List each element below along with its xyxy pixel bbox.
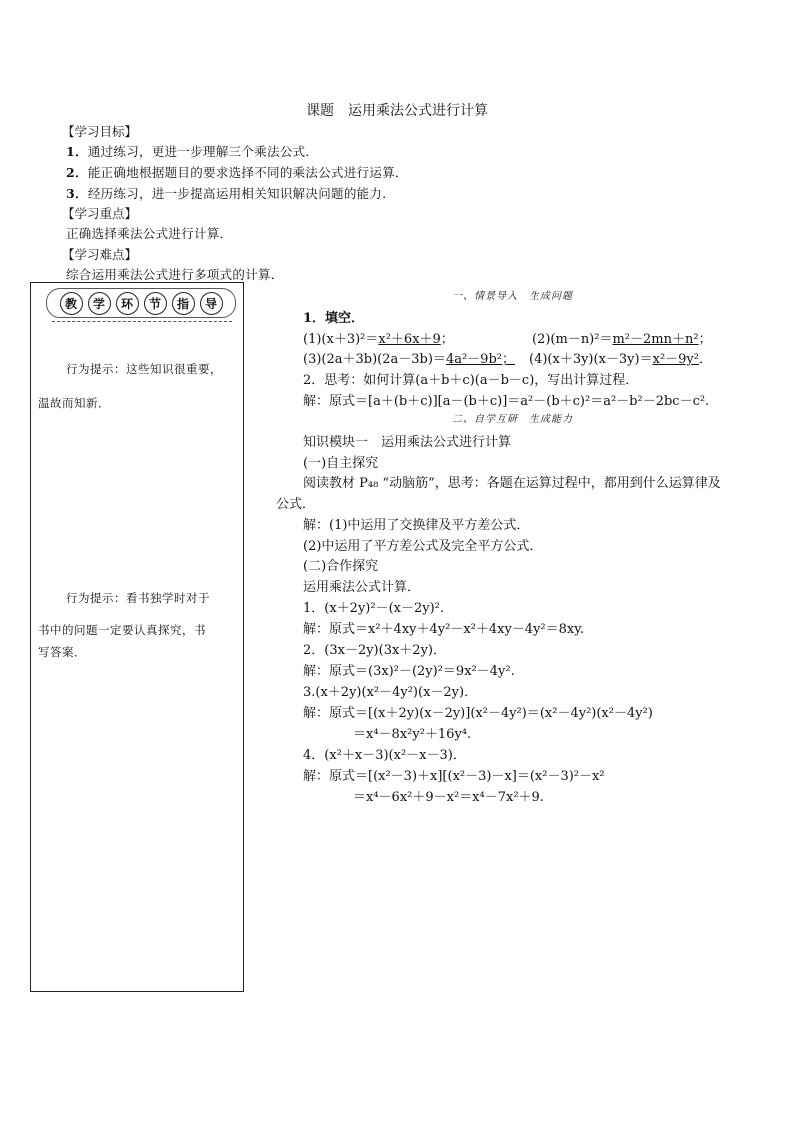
problem-4-solution-line-2: ＝x⁴－6x²＋9－x²＝x⁴－7x²＋9.	[353, 790, 544, 805]
problem-2: 2．(3x－2y)(3x＋2y)．	[303, 643, 446, 658]
question-2: 2．思考：如何计算(a＋b＋c)(a－b－c)，写出计算过程．	[303, 373, 639, 388]
problem-1: 1．(x＋2y)²－(x－2y)².	[303, 601, 445, 616]
blank-3: (3)(2a＋3b)(2a－3b)＝4a²－9b²；	[303, 352, 515, 367]
key-point-heading: 【学习重点】	[62, 206, 138, 221]
question-1-label: 1．填空．	[303, 311, 365, 326]
reading-task-line-2: 公式．	[276, 497, 316, 512]
problem-3: 3.(x＋2y)(x²－4y²)(x－2y)．	[303, 685, 478, 700]
problem-2-solution: 解：原式＝(3x)²－(2y)²＝9x²－4y².	[303, 664, 515, 679]
hint-1-line-2: 温故而知新．	[38, 396, 110, 410]
problem-4-solution-line-1: 解：原式＝[(x²－3)＋x][(x²－3)－x]＝(x²－3)²－x²	[303, 769, 605, 784]
hint-2-line-3: 写答案．	[38, 645, 86, 659]
blank-1: (1)(x＋3)²＝x²＋6x＋9；	[303, 332, 454, 347]
key-point-text: 正确选择乘法公式进行计算．	[66, 226, 233, 241]
self-study-heading: (一)自主探究	[303, 456, 379, 471]
banner-char: 导	[200, 292, 223, 315]
hint-2-line-1: 行为提示：看书独学时对于	[66, 591, 210, 605]
self-study-answer-2: (2)中运用了平方差公式及完全平方公式．	[303, 539, 543, 554]
problem-3-solution-line-1: 解：原式＝[(x＋2y)(x－2y)](x²－4y²)＝(x²－4y²)(x²－4y²)	[303, 706, 653, 721]
knowledge-module: 知识模块一 运用乘法公式进行计算	[303, 435, 512, 450]
difficulty-heading: 【学习难点】	[62, 247, 138, 262]
objective-3: 3．经历练习，进一步提高运用相关知识解决问题的能力．	[66, 186, 396, 201]
cooperative-heading: (二)合作探究	[303, 559, 379, 574]
blank-2: (2)(m－n)²＝m²－2mn＋n²；	[532, 332, 712, 347]
task-instruction: 运用乘法公式计算．	[303, 580, 421, 595]
banner-divider	[52, 321, 232, 322]
page-title: 课题 运用乘法公式进行计算	[306, 103, 488, 119]
objective-1: 1．通过练习，更进一步理解三个乘法公式．	[66, 144, 319, 159]
hint-2-line-2: 书中的问题一定要认真探究，书	[38, 623, 206, 637]
banner-char: 学	[88, 292, 111, 315]
banner-char: 指	[172, 292, 195, 315]
question-2-solution: 解：原式＝[a＋(b＋c)][a－(b＋c)]＝a²－(b＋c)²＝a²－b²－2bc－c².	[303, 394, 710, 409]
self-study-answer-1: 解：(1)中运用了交换律及平方差公式．	[303, 518, 530, 533]
guide-banner	[46, 288, 236, 318]
reading-task-line-1: 阅读教材 P₄₈ “动脑筋”，思考：各题在运算过程中，都用到什么运算律及	[303, 476, 721, 491]
problem-4: 4．(x²＋x－3)(x²－x－3)．	[303, 748, 466, 763]
banner-char: 节	[144, 292, 167, 315]
problem-3-solution-line-2: ＝x⁴－8x²y²＋16y⁴.	[353, 727, 472, 742]
objectives-heading: 【学习目标】	[62, 124, 138, 139]
banner-char: 教	[60, 292, 83, 315]
section-1-heading: 一、情景导入 生成问题	[452, 291, 573, 302]
blank-4: (4)(x＋3y)(x－3y)＝x²－9y²．	[529, 352, 712, 367]
difficulty-text: 综合运用乘法公式进行多项式的计算．	[66, 267, 284, 282]
hint-1-line-1: 行为提示：这些知识很重要，	[66, 362, 222, 376]
banner-char: 环	[116, 292, 139, 315]
problem-1-solution: 解：原式＝x²＋4xy＋4y²－x²＋4xy－4y²＝8xy.	[303, 622, 584, 637]
section-2-heading: 二、自学互研 生成能力	[452, 414, 573, 425]
objective-2: 2．能正确地根据题目的要求选择不同的乘法公式进行运算．	[66, 165, 408, 180]
